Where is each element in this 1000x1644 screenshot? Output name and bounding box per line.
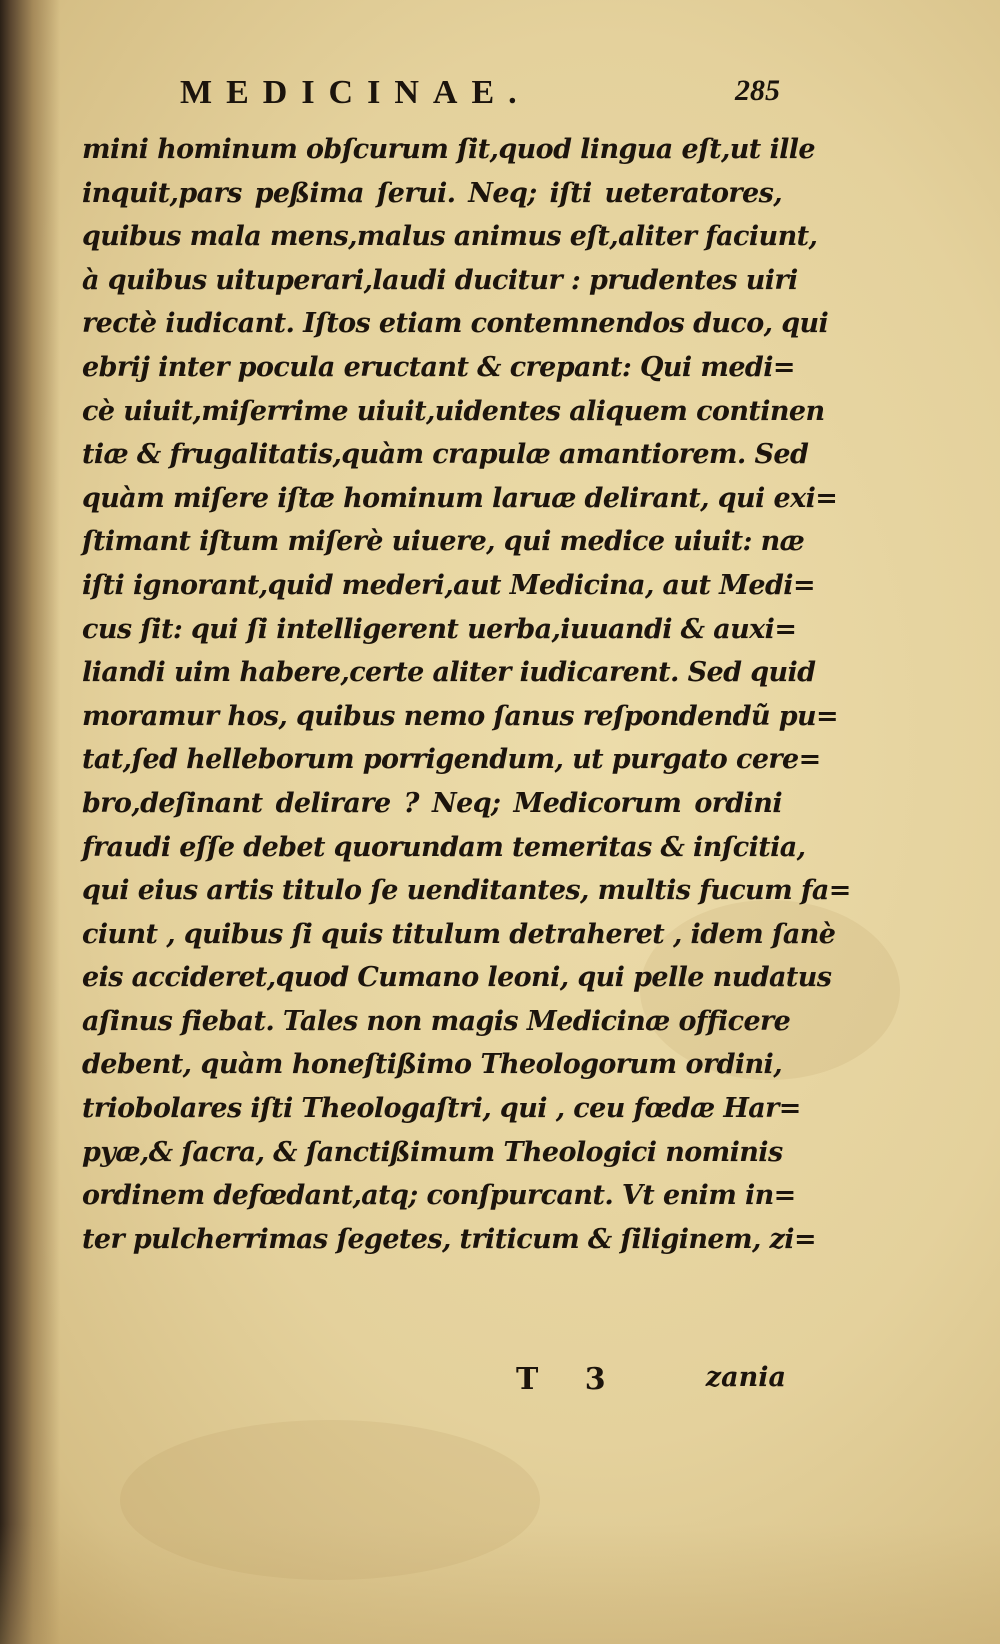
- bottom-shade: [0, 1524, 1000, 1644]
- text-line: bro,deſinant delirare ? Neq; Medicorum ordini: [82, 787, 782, 819]
- signature-mark: T 3: [516, 1362, 624, 1397]
- text-line: liandi uim habere,certe aliter iudicarent. Sed quid: [82, 657, 816, 689]
- text-line: triobolares iſti Theologaſtri, qui , ceu fœdæ Har=: [82, 1093, 801, 1125]
- text-line: quàm miſere iſtæ hominum laruæ delirant, qui exi=: [82, 482, 838, 514]
- page-number: 285: [735, 74, 780, 107]
- text-line: fraudi eſſe debet quorundam temeritas & inſcitia,: [82, 831, 806, 863]
- text-line: cè uiuit,miſerrime uiuit,uidentes aliquem continen: [82, 395, 825, 427]
- text-line: quibus mala mens,malus animus eſt,aliter faciunt,: [82, 221, 818, 253]
- text-line: debent, quàm honeſtißimo Theologorum ordini,: [82, 1049, 782, 1081]
- text-line: moramur hos, quibus nemo ſanus reſpondendũ pu=: [82, 700, 839, 732]
- text-line: à quibus uituperari,laudi ducitur : prudentes uiri: [82, 264, 798, 296]
- text-line: tiæ & frugalitatis,quàm crapulæ amantiorem. Sed: [82, 439, 809, 471]
- text-line: ciunt , quibus ſi quis titulum detraheret , idem ſanè: [82, 918, 836, 950]
- text-line: cus ſit: qui ſi intelligerent uerba,iuuandi & auxi=: [82, 613, 797, 645]
- text-line: rectè iudicant. Iſtos etiam contemnendos duco, qui: [82, 308, 829, 340]
- body-text: [82, 128, 851, 1261]
- running-head: MEDICINAE.: [180, 74, 531, 111]
- text-line: ordinem defœdant,atq; conſpurcant. Vt enim in=: [82, 1180, 796, 1212]
- text-line: inquit,pars peßima ſerui. Neq; iſti ueteratores,: [82, 177, 782, 209]
- text-line: qui eius artis titulo ſe uenditantes, multis fucum fa=: [82, 875, 851, 907]
- text-line: ſtimant iſtum miſerè uiuere, qui medice uiuit: næ: [82, 526, 805, 558]
- text-line: iſti ignorant,quid mederi,aut Medicina, aut Medi=: [82, 569, 815, 601]
- text-line: pyæ,& ſacra, & ſanctißimum Theologici nominis: [82, 1136, 783, 1168]
- catchword: zania: [705, 1362, 786, 1393]
- gutter-shadow: [0, 0, 60, 1644]
- text-line: eis accideret,quod Cumano leoni, qui pelle nudatus: [82, 962, 832, 994]
- page-footer: [516, 1362, 786, 1404]
- text-line: aſinus fiebat. Tales non magis Medicinæ officere: [82, 1005, 791, 1037]
- page-header: [180, 74, 780, 122]
- text-line: ter pulcherrimas ſegetes, triticum & ſiliginem, zi=: [82, 1223, 816, 1255]
- text-line: mini hominum obſcurum ſit,quod lingua eſt,ut ille: [82, 134, 816, 165]
- text-line: tat,ſed helleborum porrigendum, ut purgato cere=: [82, 744, 821, 776]
- text-line: ebrij inter pocula eructant & crepant: Qui medi=: [82, 351, 795, 383]
